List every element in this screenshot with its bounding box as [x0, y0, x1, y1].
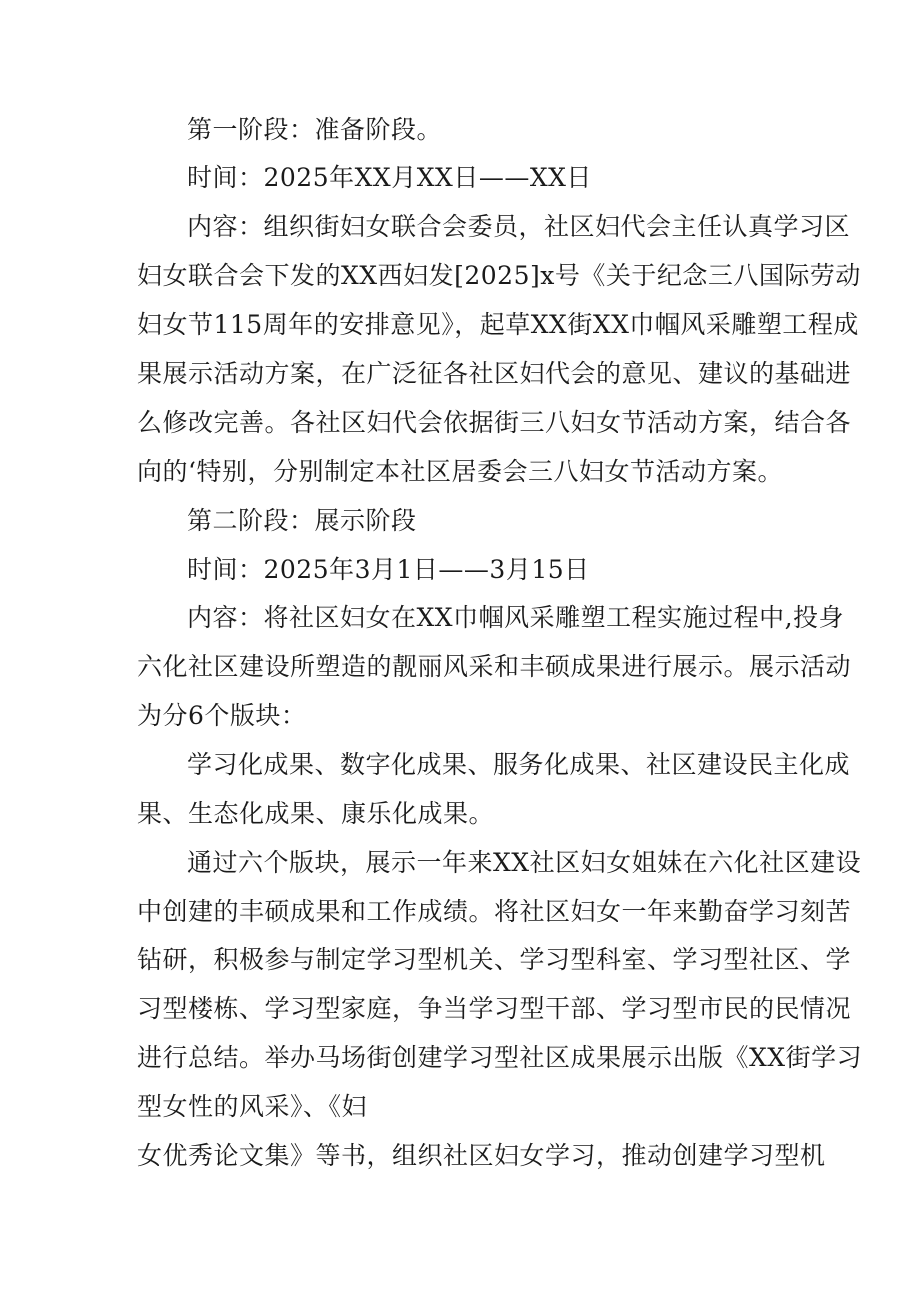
paragraph-line: 时间：2025年XX月XX日——XX日: [187, 163, 592, 192]
paragraph-line: 果、生态化成果、康乐化成果。: [137, 799, 495, 828]
paragraph-line: 么修改完善。各社区妇代会依据街三八妇女节活动方案，结合各: [137, 408, 852, 437]
paragraph-line: 妇女联合会下发的XX西妇发[2025]x号《关于纪念三八国际劳动: [137, 261, 861, 290]
paragraph-line: 进行总结。举办马场街创建学习型社区成果展示出版《XX街学习: [137, 1043, 863, 1072]
paragraph-line: 内容：组织街妇女联合会委员，社区妇代会主任认真学习区: [187, 212, 851, 241]
paragraph-line: 时间：2025年3月1日——3月15日: [187, 555, 590, 584]
paragraph-line: 习型楼栋、学习型家庭，争当学习型干部、学习型市民的民情况: [137, 994, 852, 1023]
paragraph-line: 通过六个版块，展示一年来XX社区妇女姐妹在六化社区建设: [187, 848, 862, 877]
paragraph-line: 内容：将社区妇女在XX巾帼风采雕塑工程实施过程中,投身: [187, 603, 845, 632]
paragraph-line: 向的‘特别，分别制定本社区居委会三八妇女节活动方案。: [137, 457, 783, 486]
paragraph-line: 第二阶段：展示阶段: [187, 506, 417, 535]
paragraph-line: 中创建的丰硕成果和工作成绩。将社区妇女一年来勤奋学习刻苦: [137, 897, 852, 926]
paragraph-line: 为分6个版块：: [137, 701, 307, 730]
paragraph-line: 女优秀论文集》等书，组织社区妇女学习，推动创建学习型机: [137, 1141, 826, 1170]
paragraph-line: 果展示活动方案，在广泛征各社区妇代会的意见、建议的基础进: [137, 359, 852, 388]
paragraph-line: 妇女节115周年的安排意见》，起草XX街XX巾帼风采雕塑工程成: [137, 310, 859, 339]
paragraph-line: 第一阶段：准备阶段。: [187, 115, 443, 144]
paragraph-line: 型女性的风采》、《妇: [137, 1092, 368, 1121]
paragraph-line: 六化社区建设所塑造的靓丽风采和丰硕成果进行展示。展示活动: [137, 652, 852, 681]
paragraph-line: 钻研，积极参与制定学习型机关、学习型科室、学习型社区、学: [137, 945, 852, 974]
paragraph-line: 学习化成果、数字化成果、服务化成果、社区建设民主化成: [187, 750, 851, 779]
